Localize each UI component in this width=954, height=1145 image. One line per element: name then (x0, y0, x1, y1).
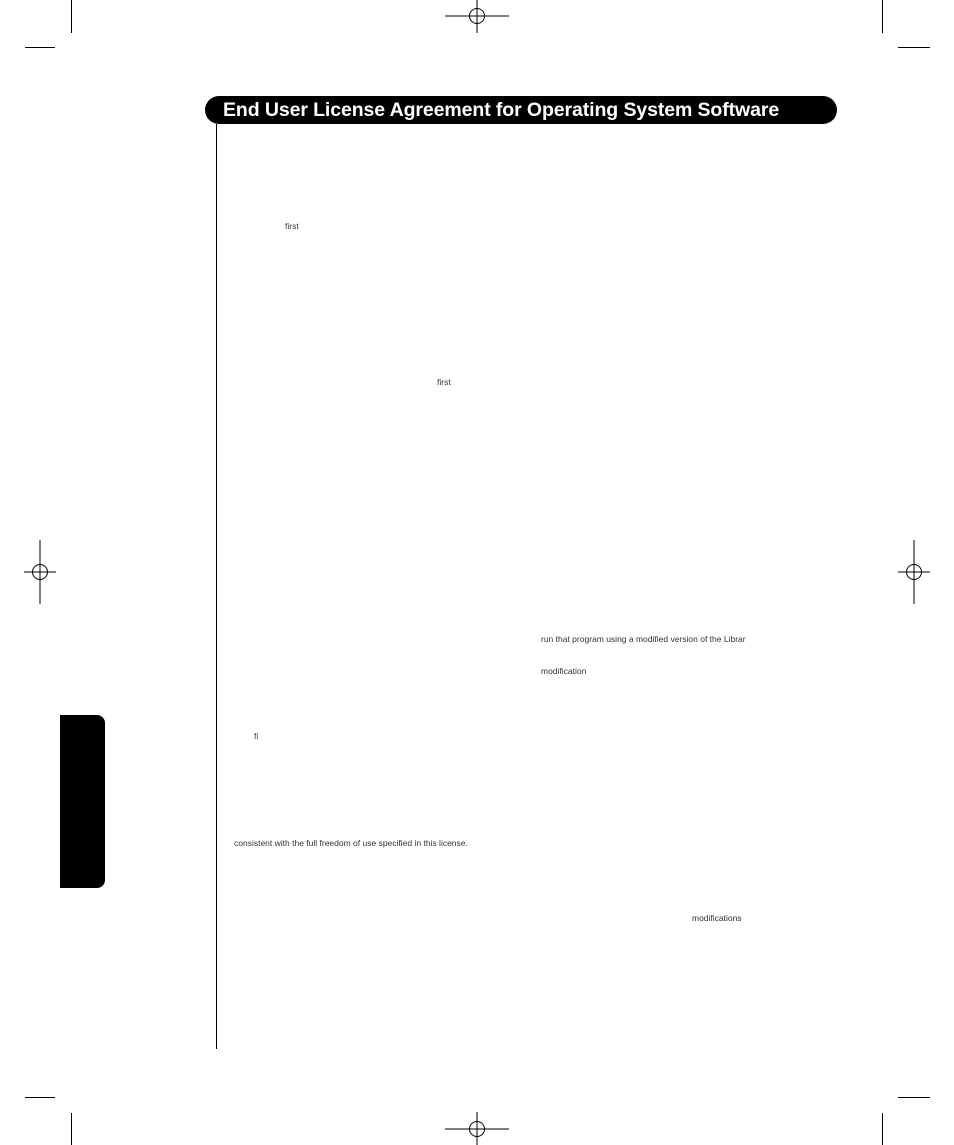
registration-mark-right-icon (898, 540, 930, 604)
text-fragment: first (437, 377, 451, 387)
crop-mark-top-right-horizontal (898, 47, 930, 48)
section-side-tab (60, 715, 105, 888)
text-fragment: consistent with the full freedom of use specified in this license. (234, 838, 468, 848)
crop-mark-bottom-left-horizontal (25, 1097, 55, 1098)
text-fragment: run that program using a modified version of the Librar (541, 634, 746, 644)
text-fragment: first (285, 221, 299, 231)
crop-mark-bottom-right-vertical (882, 1113, 883, 1145)
column-rule (216, 124, 217, 1049)
registration-mark-top-icon (445, 0, 509, 33)
crop-mark-top-left-horizontal (25, 47, 55, 48)
crop-mark-bottom-left-vertical (71, 1113, 72, 1145)
crop-mark-top-left-vertical (71, 0, 72, 33)
crop-mark-bottom-right-horizontal (898, 1097, 930, 1098)
registration-mark-bottom-icon (445, 1112, 509, 1145)
page-title: End User License Agreement for Operating System Software (223, 99, 780, 121)
text-fragment: modifications (692, 913, 742, 923)
text-fragment: modification (541, 666, 587, 676)
registration-mark-left-icon (24, 540, 56, 604)
text-fragment: fi (254, 731, 259, 741)
crop-mark-top-right-vertical (882, 0, 883, 33)
